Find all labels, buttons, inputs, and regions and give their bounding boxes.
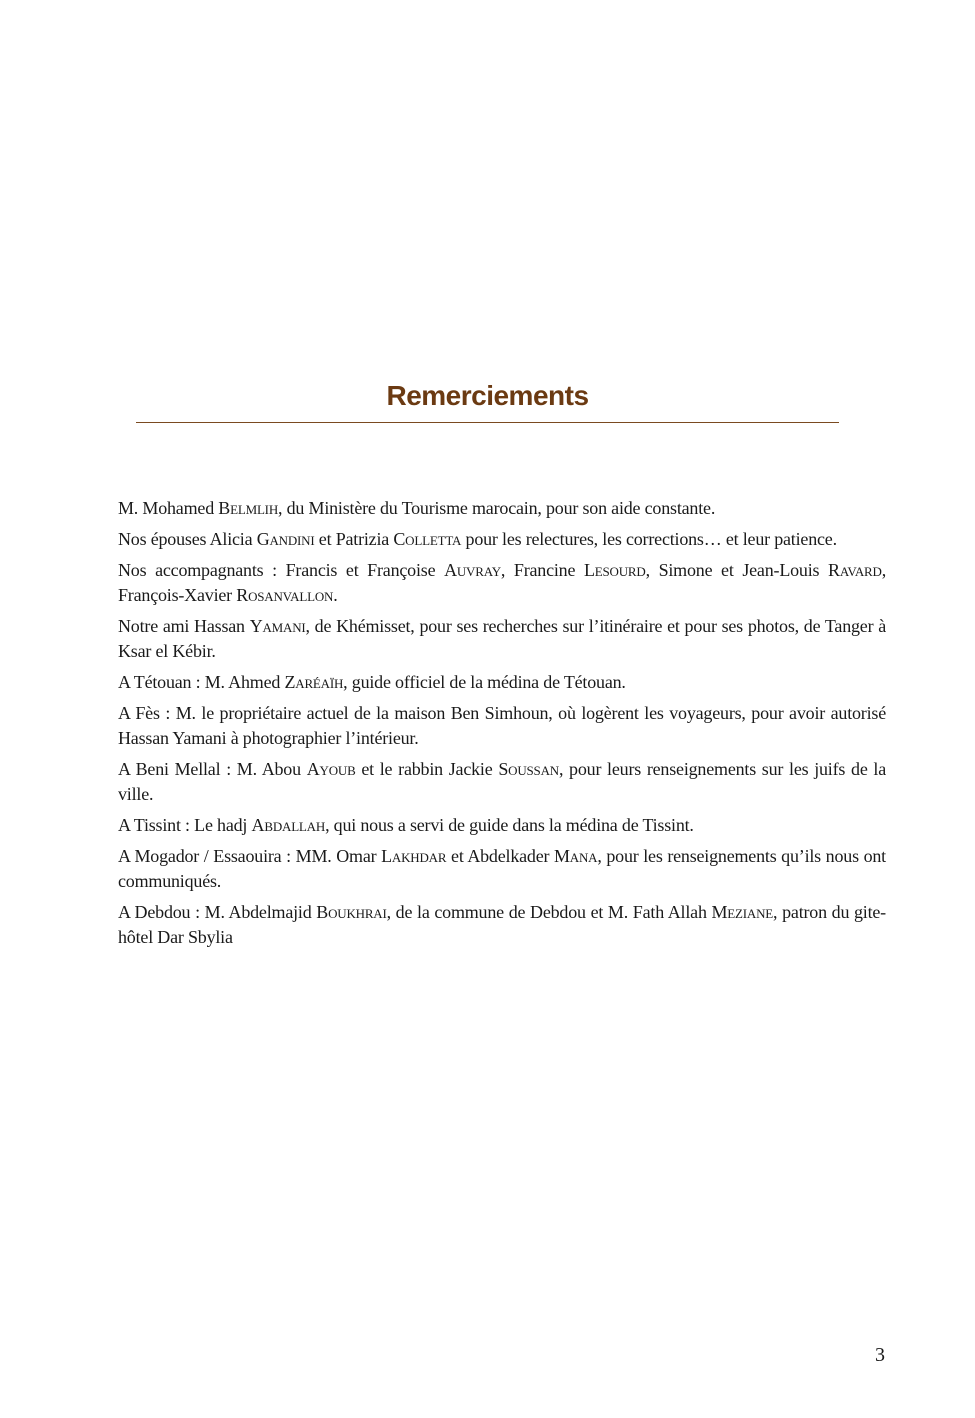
acknowledgements-body <box>118 496 886 956</box>
surname: Yamani <box>249 616 306 636</box>
acknowledgement-paragraph <box>118 527 886 552</box>
text-run: , de la commune de Debdou et M. Fath Allah <box>386 902 712 922</box>
surname: Colletta <box>393 529 462 549</box>
text-run: Notre ami Hassan <box>118 616 250 636</box>
surname: Lakhdar <box>381 846 447 866</box>
text-run: et Patrizia <box>314 529 394 549</box>
surname: Boukhrai <box>316 902 387 922</box>
text-run: , Francine <box>500 560 584 580</box>
text-run: , François-Xavier <box>118 560 887 605</box>
text-run: Nos accompagnants : Francis et Françoise <box>118 560 445 580</box>
acknowledgement-paragraph <box>118 614 886 664</box>
text-run: A Beni Mellal : M. Abou <box>118 759 307 779</box>
text-run: , pour les renseignements qu’ils nous ont communiqués. <box>118 846 886 891</box>
text-run: , du Ministère du Tourisme marocain, pour son aide constante. <box>278 498 716 518</box>
text-run: , de Khémisset, pour ses recherches sur l’itinéraire et pour ses photos, de Tanger à Ksar el Kébir. <box>118 616 887 661</box>
surname: Rosanvallon <box>236 585 334 605</box>
acknowledgement-paragraph <box>118 844 886 894</box>
surname: Soussan <box>498 759 559 779</box>
acknowledgement-paragraph <box>118 558 886 608</box>
surname: Zaréaïh <box>284 672 344 692</box>
text-run: A Debdou : M. Abdelmajid <box>118 902 317 922</box>
text-run: Nos épouses Alicia <box>118 529 257 549</box>
text-run: et Abdelkader <box>446 846 554 866</box>
page-number: 3 <box>875 1344 885 1366</box>
text-run: pour les relectures, les corrections… et leur patience. <box>461 529 837 549</box>
page-title: Remerciements <box>386 380 589 411</box>
text-run: A Tétouan : M. Ahmed <box>118 672 285 692</box>
acknowledgement-paragraph <box>118 701 886 751</box>
surname: Auvray <box>444 560 501 580</box>
surname: Belmlih <box>218 498 279 518</box>
title-underline <box>136 422 839 423</box>
text-run: , patron du gite-hôtel Dar Sbylia <box>118 902 886 947</box>
text-run: A Fès : M. le propriétaire actuel de la maison Ben Simhoun, où logèrent les voyageurs, pour avoir autorisé Hassan Yamani à photographier l’intérieur. <box>118 703 886 748</box>
text-run: A Tissint : Le hadj <box>118 815 252 835</box>
text-run: A Mogador / Essaouira : MM. Omar <box>118 846 382 866</box>
title-block <box>136 378 839 423</box>
surname: Gandini <box>256 529 315 549</box>
text-run: , guide officiel de la médina de Tétouan. <box>343 672 626 692</box>
text-run: , pour leurs renseignements sur les juifs de la ville. <box>118 759 886 804</box>
surname: Mana <box>553 846 598 866</box>
text-run: M. Mohamed <box>118 498 219 518</box>
surname: Ayoub <box>306 759 356 779</box>
acknowledgement-paragraph <box>118 496 886 521</box>
acknowledgement-paragraph <box>118 670 886 695</box>
surname: Lesourd <box>583 560 646 580</box>
surname: Ravard <box>828 560 882 580</box>
text-run: et le rabbin Jackie <box>355 759 499 779</box>
surname: Meziane <box>711 902 774 922</box>
text-run: , Simone et Jean-Louis <box>645 560 829 580</box>
surname: Abdallah <box>251 815 326 835</box>
acknowledgement-paragraph <box>118 813 886 838</box>
text-run: , qui nous a servi de guide dans la médina de Tissint. <box>325 815 694 835</box>
acknowledgement-paragraph <box>118 757 886 807</box>
acknowledgement-paragraph <box>118 900 886 950</box>
text-run: . <box>333 585 338 605</box>
